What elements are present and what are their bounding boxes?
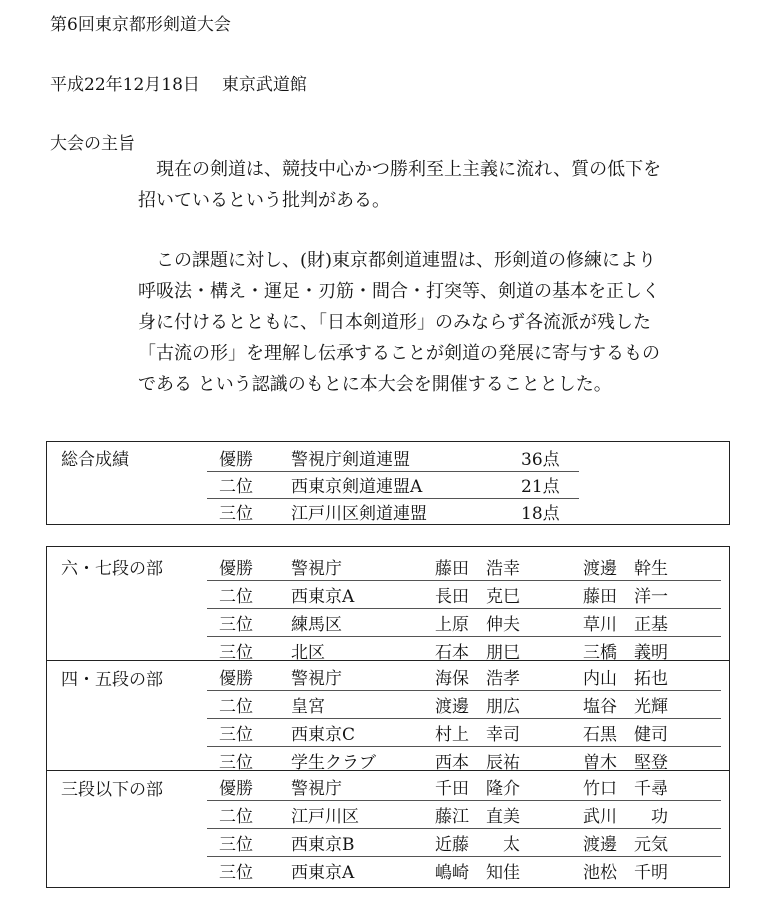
overall-results-table bbox=[46, 441, 730, 525]
place-cell: 二位 bbox=[219, 807, 253, 827]
division-results-table bbox=[46, 546, 730, 888]
player-cell: 三橋 義明 bbox=[583, 643, 668, 663]
place-cell: 優勝 bbox=[219, 779, 253, 799]
team-cell: 西東京C bbox=[291, 725, 356, 745]
team-cell: 警視庁 bbox=[291, 669, 342, 689]
document-title: 第6回東京都形剣道大会 bbox=[50, 15, 231, 35]
overall-label: 総合成績 bbox=[61, 450, 129, 470]
place-cell: 優勝 bbox=[219, 450, 253, 470]
place-cell: 優勝 bbox=[219, 669, 253, 689]
team-cell: 警視庁 bbox=[291, 559, 342, 579]
player-cell: 竹口 千尋 bbox=[583, 779, 668, 799]
score-cell: 18点 bbox=[521, 504, 560, 524]
place-cell: 二位 bbox=[219, 587, 253, 607]
event-date: 平成22年12月18日 bbox=[50, 75, 200, 95]
player-cell: 長田 克巳 bbox=[435, 587, 520, 607]
team-cell: 江戸川区剣道連盟 bbox=[291, 504, 427, 524]
division-row bbox=[207, 855, 721, 884]
team-cell: 学生クラブ bbox=[291, 753, 376, 773]
player-cell: 藤江 直美 bbox=[435, 807, 520, 827]
paragraph-line: 身に付けるとともに、「日本剣道形」のみならず各流派が残した bbox=[138, 312, 651, 333]
paragraph-line: である という認識のもとに本大会を開催することとした。 bbox=[138, 374, 612, 395]
paragraph-line: 招いているという批判がある。 bbox=[138, 190, 390, 211]
division-row bbox=[207, 799, 721, 829]
division-row bbox=[207, 661, 721, 691]
division-label: 四・五段の部 bbox=[61, 670, 163, 690]
place-cell: 二位 bbox=[219, 697, 253, 717]
event-dateline bbox=[50, 70, 307, 95]
score-cell: 21点 bbox=[521, 477, 560, 497]
team-cell: 西東京A bbox=[291, 863, 355, 883]
overall-row bbox=[207, 469, 579, 499]
player-cell: 近藤 太 bbox=[435, 835, 520, 855]
place-cell: 三位 bbox=[219, 753, 253, 773]
division-label: 六・七段の部 bbox=[61, 559, 163, 579]
place-cell: 三位 bbox=[219, 863, 253, 883]
player-cell: 池松 千明 bbox=[583, 863, 668, 883]
team-cell: 西東京B bbox=[291, 835, 355, 855]
player-cell: 曽木 堅登 bbox=[583, 753, 668, 773]
overall-row bbox=[207, 496, 579, 525]
player-cell: 村上 幸司 bbox=[435, 725, 520, 745]
player-cell: 塩谷 光輝 bbox=[583, 697, 668, 717]
overall-row bbox=[207, 442, 579, 472]
player-cell: 石黒 健司 bbox=[583, 725, 668, 745]
division-row bbox=[207, 607, 721, 637]
player-cell: 草川 正基 bbox=[583, 615, 668, 635]
division-row bbox=[207, 689, 721, 719]
purpose-heading: 大会の主旨 bbox=[50, 134, 135, 154]
player-cell: 西本 辰祐 bbox=[435, 753, 520, 773]
player-cell: 渡邊 元気 bbox=[583, 835, 668, 855]
player-cell: 嶋崎 知佳 bbox=[435, 863, 520, 883]
player-cell: 藤田 浩幸 bbox=[435, 559, 520, 579]
team-cell: 皇宮 bbox=[291, 697, 325, 717]
place-cell: 優勝 bbox=[219, 559, 253, 579]
place-cell: 三位 bbox=[219, 643, 253, 663]
player-cell: 上原 伸夫 bbox=[435, 615, 520, 635]
team-cell: 練馬区 bbox=[291, 615, 342, 635]
division-row bbox=[207, 717, 721, 747]
division-row bbox=[207, 579, 721, 609]
division-row bbox=[207, 827, 721, 857]
team-cell: 警視庁 bbox=[291, 779, 342, 799]
division-label: 三段以下の部 bbox=[61, 780, 163, 800]
place-cell: 三位 bbox=[219, 835, 253, 855]
player-cell: 千田 隆介 bbox=[435, 779, 520, 799]
paragraph-line: 呼吸法・構え・運足・刃筋・間合・打突等、剣道の基本を正しく bbox=[138, 281, 660, 302]
player-cell: 内山 拓也 bbox=[583, 669, 668, 689]
team-cell: 西東京剣道連盟A bbox=[291, 477, 423, 497]
division-row bbox=[207, 771, 721, 801]
event-venue: 東京武道館 bbox=[221, 75, 307, 95]
player-cell: 渡邊 幹生 bbox=[583, 559, 668, 579]
division-row bbox=[207, 551, 721, 581]
place-cell: 三位 bbox=[219, 615, 253, 635]
player-cell: 藤田 洋一 bbox=[583, 587, 668, 607]
purpose-paragraph-2 bbox=[138, 245, 738, 400]
paragraph-line: 「古流の形」を理解し伝承することが剣道の発展に寄与するもの bbox=[138, 343, 660, 364]
player-cell: 武川 功 bbox=[583, 807, 668, 827]
place-cell: 三位 bbox=[219, 725, 253, 745]
team-cell: 西東京A bbox=[291, 587, 355, 607]
player-cell: 渡邊 朋広 bbox=[435, 697, 520, 717]
team-cell: 江戸川区 bbox=[291, 807, 359, 827]
place-cell: 三位 bbox=[219, 504, 253, 524]
team-cell: 北区 bbox=[291, 643, 325, 663]
score-cell: 36点 bbox=[521, 450, 560, 470]
player-cell: 石本 朋巳 bbox=[435, 643, 520, 663]
paragraph-line: 現在の剣道は、競技中心かつ勝利至上主義に流れ、質の低下を bbox=[156, 159, 662, 180]
team-cell: 警視庁剣道連盟 bbox=[291, 450, 410, 470]
paragraph-line: この課題に対し、(財)東京都剣道連盟は、形剣道の修練により bbox=[156, 250, 657, 271]
purpose-paragraph-1 bbox=[138, 154, 738, 216]
place-cell: 二位 bbox=[219, 477, 253, 497]
player-cell: 海保 浩孝 bbox=[435, 669, 520, 689]
